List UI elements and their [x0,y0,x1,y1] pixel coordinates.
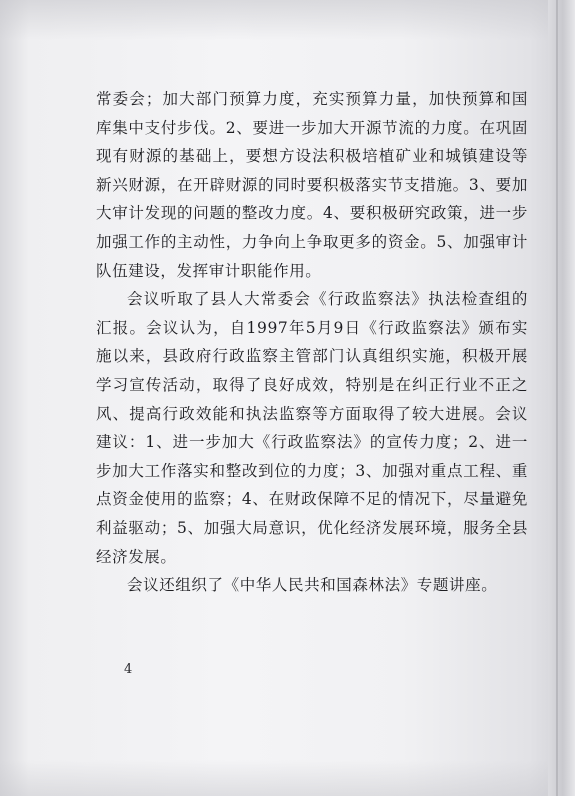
paragraph-3: 会议还组织了《中华人民共和国森林法》专题讲座。 [127,576,498,595]
page-edge-line [556,0,558,796]
paragraph-2: 会议听取了县人大常委会《行政监察法》执法检查组的汇报。会议认为，自1997年5月9日《行政监察法》颁布实施以来，县政府行政监察主管部门认真组织实施，积极开展学习宣传活动，取得了良好成效，特别是在纠正行业不正之风、提高行政效能和执法监察等方面取得了较大进展。会议建议：1、进一步加大《行政监察法》的宣传力度；2、进一步加大工作落实和整改到位的力度；3、加强对重点工程、重点资金使用的监察；4、在财政保障不足的情况下，尽量避免利益驱动；5、加强大局意识，优化经济发展环境，服务全县经济发展。 [96,290,528,566]
scan-top-shadow [0,0,575,40]
page-number: 4 [124,662,133,677]
paragraph-1: 常委会；加大部门预算力度，充实预算力量，加快预算和国库集中支付步伐。2、要进一步加大开源节流的力度。在巩固现有财源的基础上，要想方设法积极培植矿业和城镇建设等新兴财源，在开辟财源的同时要积极落实节支措施。3、要加大审计发现的问题的整改力度。4、要积极研究政策，进一步加强工作的主动性，力争向上争取更多的资金。5、加强审计队伍建设，发挥审计职能作用。 [96,90,528,280]
page-binding-edge [548,0,575,796]
document-body [96,85,528,600]
scan-bottom-shadow [0,760,575,796]
